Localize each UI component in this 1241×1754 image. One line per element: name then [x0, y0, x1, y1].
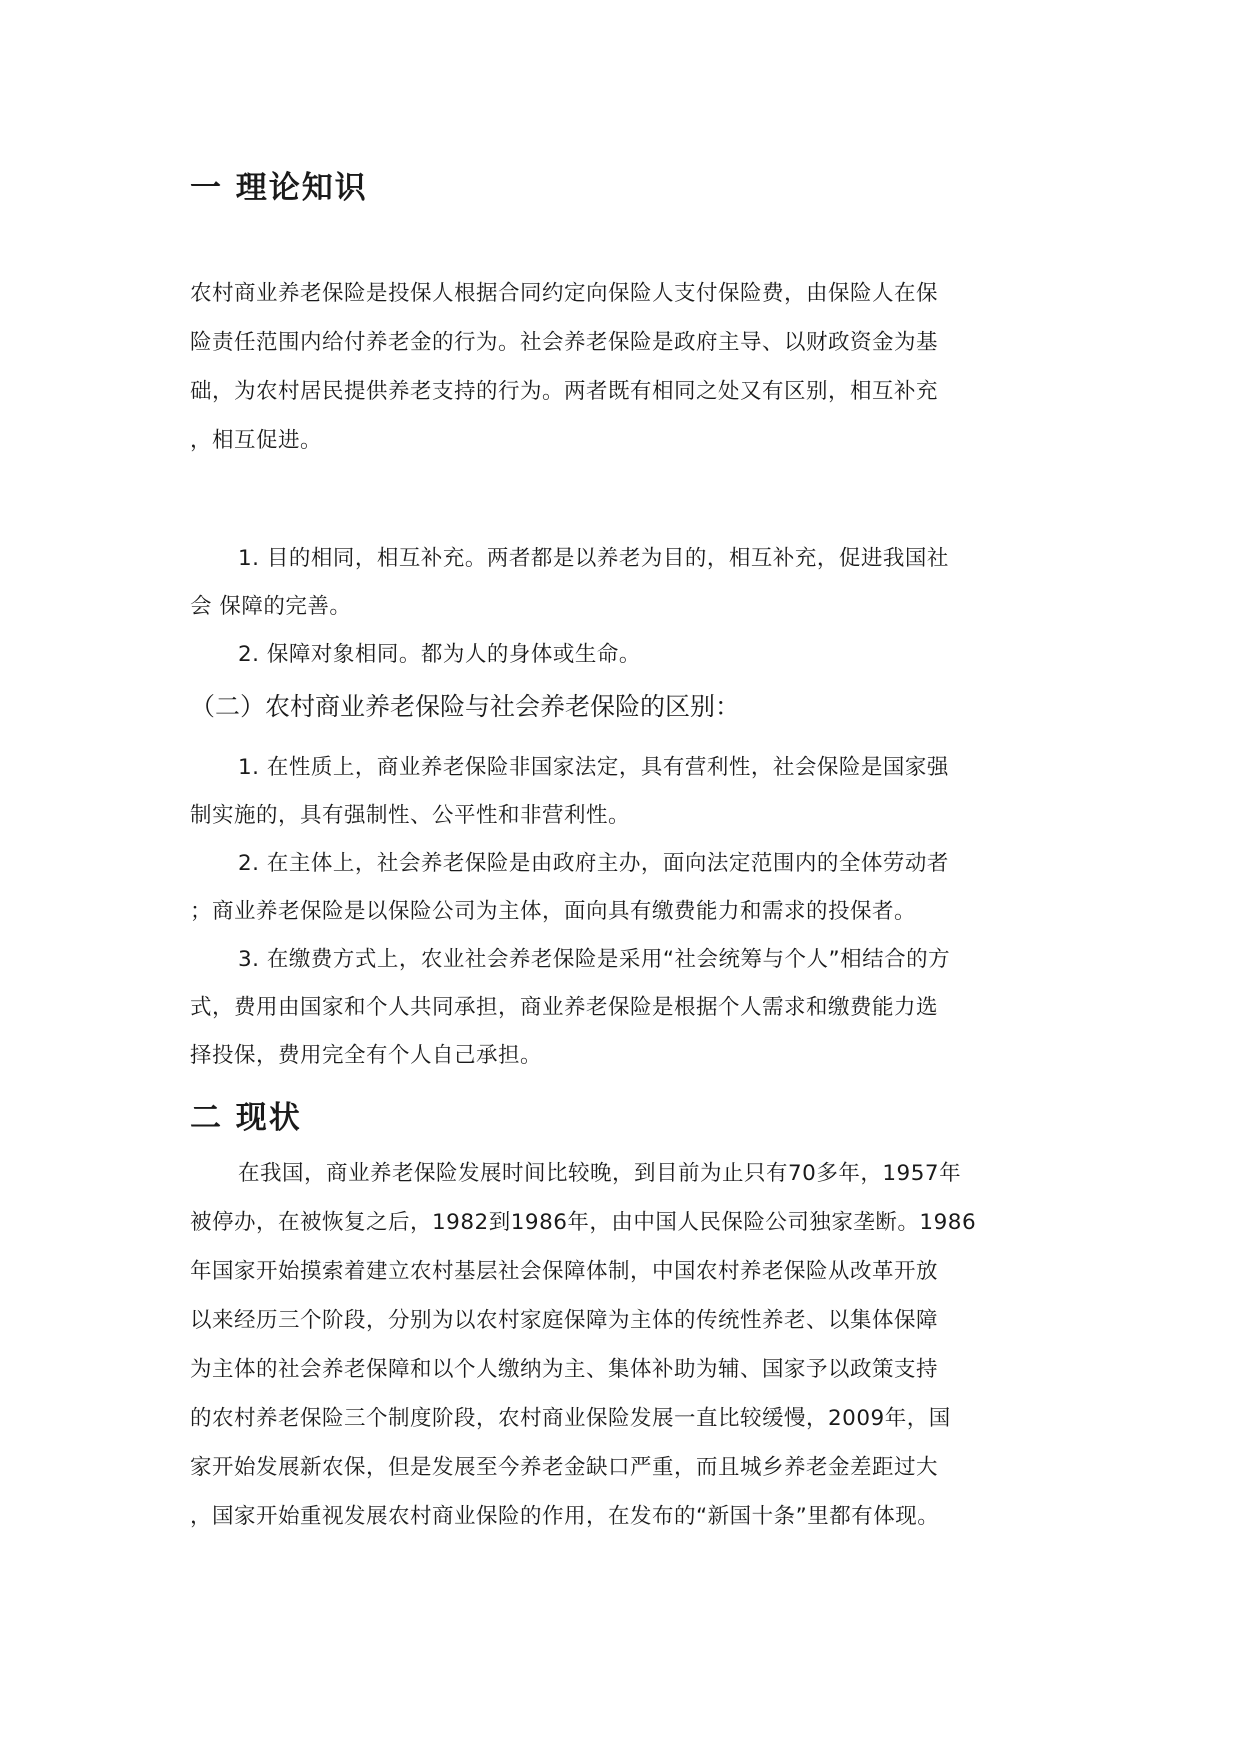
same-item-1: 1. 目的相同，相互补充。两者都是以养老为目的，相互补充，促进我国社	[238, 546, 949, 571]
status-line: 以来经历三个阶段，分别为以农村家庭保障为主体的传统性养老、以集体保障	[190, 1308, 939, 1333]
diff-item-2: 2. 在主体上，社会养老保险是由政府主办，面向法定范围内的全体劳动者	[238, 851, 949, 876]
status-line: 为主体的社会养老保障和以个人缴纳为主、集体补助为辅、国家予以政策支持	[190, 1357, 939, 1382]
intro-line: 础，为农村居民提供养老支持的行为。两者既有相同之处又有区别，相互补充	[190, 379, 939, 404]
status-line: 在我国，商业养老保险发展时间比较晚，到目前为止只有70多年，1957年	[238, 1161, 962, 1186]
diff-item-3: 3. 在缴费方式上，农业社会养老保险是采用“社会统筹与个人”相结合的方	[238, 947, 951, 972]
heading-differences: （二）农村商业养老保险与社会养老保险的区别：	[190, 692, 741, 721]
status-line: 年国家开始摸索着建立农村基层社会保障体制，中国农村养老保险从改革开放	[190, 1259, 939, 1284]
intro-line: ，相互促进。	[190, 428, 323, 453]
diff-item-3-cont: 式，费用由国家和个人共同承担，商业养老保险是根据个人需求和缴费能力选	[190, 995, 939, 1020]
diff-item-1-cont: 制实施的，具有强制性、公平性和非营利性。	[190, 803, 631, 828]
status-line: 的农村养老保险三个制度阶段，农村商业保险发展一直比较缓慢，2009年，国	[190, 1406, 951, 1431]
diff-item-1: 1. 在性质上，商业养老保险非国家法定，具有营利性，社会保险是国家强	[238, 755, 949, 780]
status-line: 家开始发展新农保，但是发展至今养老金缺口严重，而且城乡养老金差距过大	[190, 1455, 939, 1480]
same-item-2: 2. 保障对象相同。都为人的身体或生命。	[238, 642, 641, 667]
status-line: 被停办，在被恢复之后，1982到1986年，由中国人民保险公司独家垄断。1986	[190, 1210, 977, 1235]
same-item-1-cont: 会 保障的完善。	[190, 594, 352, 619]
heading-status: 二 现状	[190, 1100, 302, 1136]
intro-line: 农村商业养老保险是投保人根据合同约定向保险人支付保险费，由保险人在保	[190, 281, 939, 306]
intro-line: 险责任范围内给付养老金的行为。社会养老保险是政府主导、以财政资金为基	[190, 330, 939, 355]
diff-item-2-cont: ；商业养老保险是以保险公司为主体，面向具有缴费能力和需求的投保者。	[190, 899, 917, 924]
heading-theory: 一 理论知识	[190, 170, 368, 206]
status-line: ，国家开始重视发展农村商业保险的作用，在发布的“新国十条”里都有体现。	[190, 1504, 940, 1529]
diff-item-3-cont: 择投保，费用完全有个人自己承担。	[190, 1043, 543, 1068]
